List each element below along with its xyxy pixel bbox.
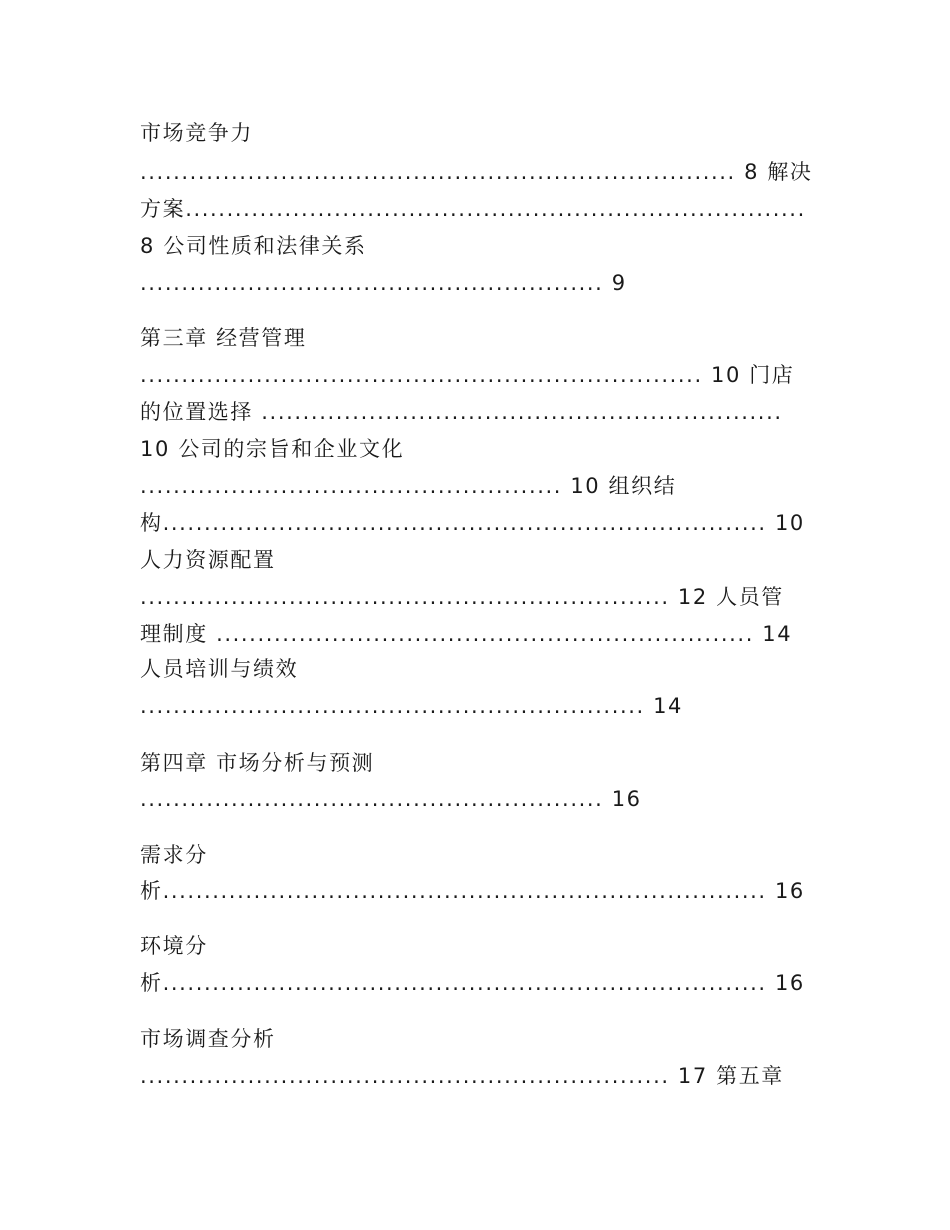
toc-line: 人力资源配置 (140, 548, 276, 572)
toc-line: ........................................................................ 8 解决 (140, 160, 813, 184)
toc-line: ........................................................ 16 (140, 787, 642, 811)
toc-line: 市场调查分析 (140, 1027, 276, 1051)
toc-line: 析......................................................................... 16 (140, 971, 805, 995)
toc-line: 第四章 市场分析与预测 (140, 751, 375, 775)
toc-line: 构......................................................................... 10 (140, 511, 805, 535)
toc-line: ................................................... 10 组织结 (140, 474, 677, 498)
toc-line: 环境分 (140, 934, 208, 958)
toc-line: 理制度 ................................................................. 14 (140, 622, 793, 646)
toc-line: ................................................................ 17 第五章 (140, 1064, 784, 1088)
toc-line: 市场竞争力 (140, 121, 253, 145)
toc-line: 的位置选择 ............................................................... (140, 400, 783, 424)
toc-line: 第三章 经营管理 (140, 326, 307, 350)
toc-line: ........................................................ 9 (140, 271, 627, 295)
toc-line: 10 公司的宗旨和企业文化 (140, 437, 405, 461)
toc-line: 8 公司性质和法律关系 (140, 234, 367, 258)
toc-line: 方案........................................................................... (140, 197, 806, 221)
toc-line: 析......................................................................... 16 (140, 879, 805, 903)
toc-line: 需求分 (140, 843, 208, 867)
toc-line: ................................................................ 12 人员管 (140, 585, 784, 609)
toc-line: ............................................................. 14 (140, 694, 683, 718)
toc-line: 人员培训与绩效 (140, 657, 299, 681)
toc-line: .................................................................... 10 门店 (140, 363, 795, 387)
